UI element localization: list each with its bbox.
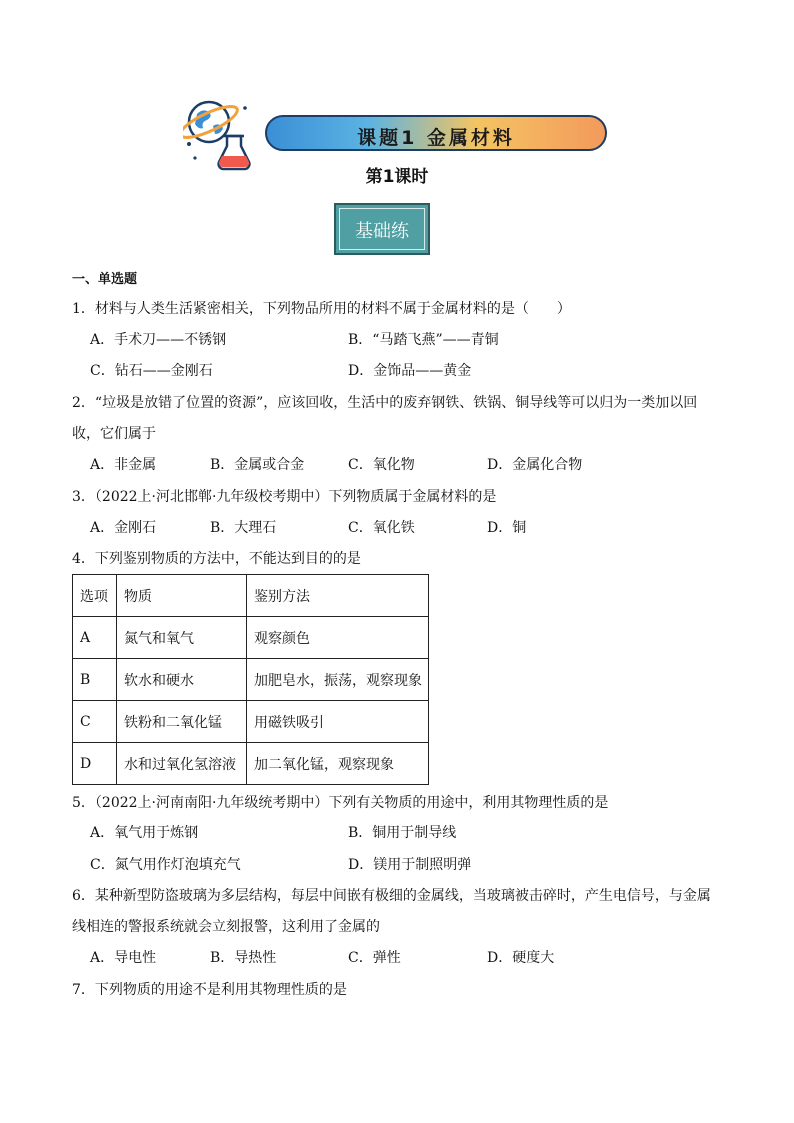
- lesson-title: 课题1 金属材料: [357, 127, 515, 149]
- table-cell: B: [73, 659, 117, 701]
- table-cell: A: [73, 617, 117, 659]
- table-cell: 氮气和氧气: [117, 617, 247, 659]
- question-2-option-b: B．金属或合金: [210, 457, 305, 473]
- table-cell: 用磁铁吸引: [247, 701, 429, 743]
- question-3-option-c: C．氧化铁: [348, 520, 415, 536]
- table-row: [73, 617, 429, 659]
- question-1-option-b: B．“马踏飞燕”——青铜: [348, 332, 499, 348]
- science-logo-icon: [183, 96, 255, 172]
- question-7-stem: 7．下列物质的用途不是利用其物理性质的是: [72, 982, 347, 998]
- question-4-table: [72, 574, 429, 785]
- table-cell: 加肥皂水，振荡，观察现象: [247, 659, 429, 701]
- question-6-option-a: A．导电性: [90, 950, 157, 966]
- table-header-cell: 鉴别方法: [247, 575, 429, 617]
- question-3-option-a: A．金刚石: [90, 520, 157, 536]
- question-type-heading: 一、单选题: [72, 272, 138, 287]
- table-header-cell: 物质: [117, 575, 247, 617]
- table-row: [73, 659, 429, 701]
- lesson-title-banner: [265, 115, 607, 151]
- question-3-option-b: B．大理石: [210, 520, 277, 536]
- question-2-option-c: C．氧化物: [348, 457, 415, 473]
- question-2-option-a: A．非金属: [90, 457, 157, 473]
- question-1-option-c: C．钻石——金刚石: [90, 363, 213, 379]
- table-cell: D: [73, 743, 117, 785]
- question-5-option-b: B．铜用于制导线: [348, 825, 457, 841]
- question-1-option-d: D．金饰品——黄金: [348, 363, 472, 379]
- question-4-stem: 4．下列鉴别物质的方法中，不能达到目的的是: [72, 551, 361, 567]
- question-1-option-a: A．手术刀——不锈钢: [90, 332, 227, 348]
- question-6-stem-line-1: 6．某种新型防盗玻璃为多层结构，每层中间嵌有极细的金属线，当玻璃被击碎时，产生电信号，与金属: [72, 888, 711, 904]
- lesson-subtitle: 第1课时: [365, 167, 429, 187]
- question-3-option-d: D．铜: [487, 520, 527, 536]
- table-cell: 水和过氧化氢溶液: [117, 743, 247, 785]
- question-6-option-b: B．导热性: [210, 950, 277, 966]
- question-5-option-c: C．氮气用作灯泡填充气: [90, 857, 241, 873]
- table-header-cell: 选项: [73, 575, 117, 617]
- table-cell: 观察颜色: [247, 617, 429, 659]
- question-3-stem: 3．（2022上·河北邯郸·九年级校考期中）下列物质属于金属材料的是: [72, 489, 497, 505]
- question-1-stem: 1．材料与人类生活紧密相关，下列物品所用的材料不属于金属材料的是（ ）: [72, 301, 571, 317]
- question-2-stem-line-1: 2．“垃圾是放错了位置的资源”，应该回收，生活中的废弃钢铁、铁锅、铜导线等可以归为一类加以回: [72, 395, 698, 411]
- question-2-stem-line-2: 收，它们属于: [72, 426, 156, 442]
- question-6-option-d: D．硬度大: [487, 950, 555, 966]
- table-header-row: [73, 575, 429, 617]
- question-5-option-a: A．氧气用于炼钢: [90, 825, 199, 841]
- table-cell: 铁粉和二氧化锰: [117, 701, 247, 743]
- question-5-option-d: D．镁用于制照明弹: [348, 857, 472, 873]
- table-row: [73, 701, 429, 743]
- table-row: [73, 743, 429, 785]
- table-cell: C: [73, 701, 117, 743]
- question-5-stem: 5．（2022上·河南南阳·九年级统考期中）下列有关物质的用途中，利用其物理性质的是: [72, 795, 609, 811]
- question-6-option-c: C．弹性: [348, 950, 401, 966]
- table-cell: 软水和硬水: [117, 659, 247, 701]
- section-badge: [334, 203, 430, 255]
- section-badge-label: 基础练: [355, 221, 409, 242]
- table-cell: 加二氧化锰，观察现象: [247, 743, 429, 785]
- question-2-option-d: D．金属化合物: [487, 457, 583, 473]
- question-6-stem-line-2: 线相连的警报系统就会立刻报警，这利用了金属的: [72, 919, 380, 935]
